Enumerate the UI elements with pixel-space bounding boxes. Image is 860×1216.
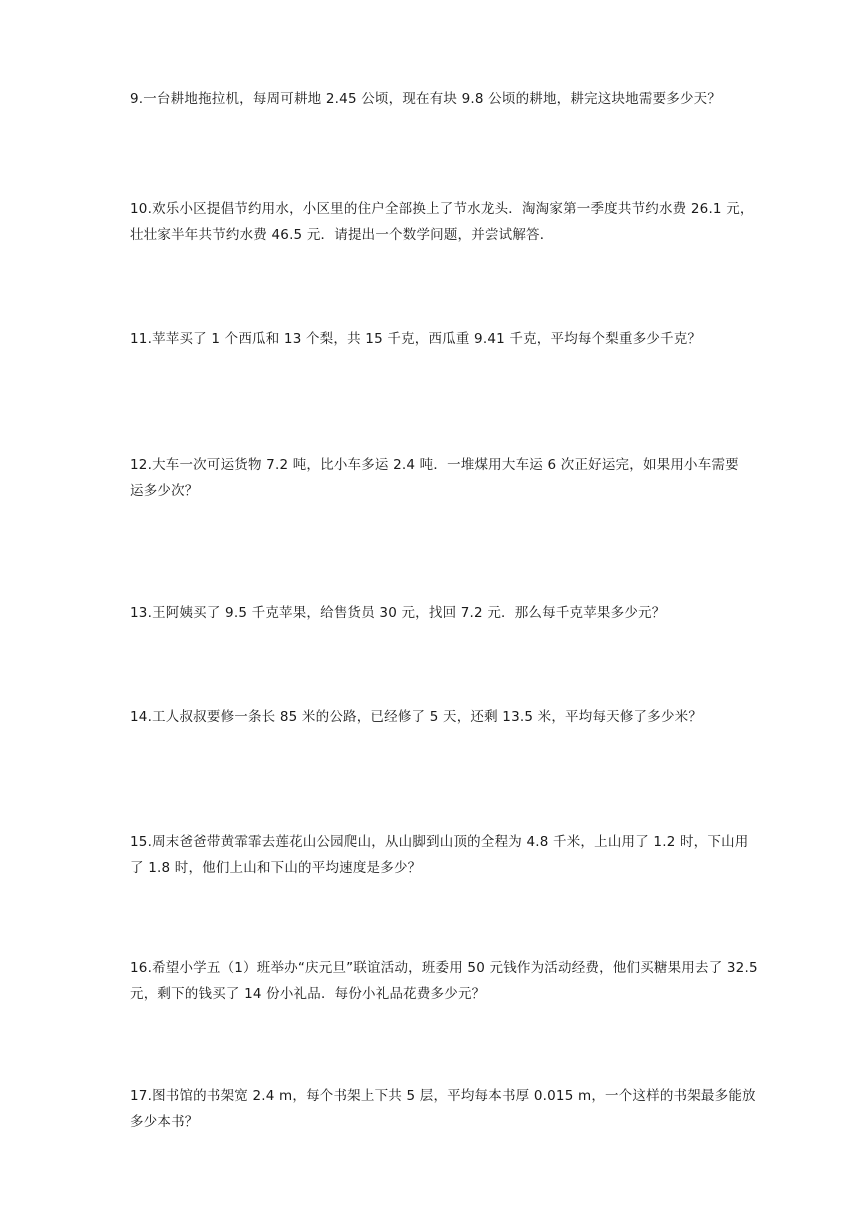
question-line: 12.大车一次可运货物 7.2 吨，比小车多运 2.4 吨．一堆煤用大车运 6 次正好运完，如果用小车需要	[130, 457, 739, 473]
question-line: 元，剩下的钱买了 14 份小礼品．每份小礼品花费多少元？	[130, 986, 486, 1002]
question-line: 11.苹苹买了 1 个西瓜和 13 个梨，共 15 千克，西瓜重 9.41 千克，平均每个梨重多少千克？	[130, 331, 702, 347]
question-line: 10.欢乐小区提倡节约用水，小区里的住户全部换上了节水龙头．淘淘家第一季度共节约水费 26.1 元，	[130, 201, 754, 217]
question-line: 多少本书？	[130, 1114, 199, 1130]
question-11	[130, 326, 806, 352]
question-10	[130, 196, 806, 248]
question-15	[130, 829, 806, 881]
question-14	[130, 704, 806, 730]
question-line: 15.周末爸爸带黄霏霏去莲花山公园爬山，从山脚到山顶的全程为 4.8 千米，上山用了 1.2 时，下山用	[130, 834, 749, 850]
question-16	[130, 955, 806, 1007]
question-line: 16.希望小学五（1）班举办“庆元旦”联谊活动，班委用 50 元钱作为活动经费，他们买糖果用去了 32.5	[130, 960, 758, 976]
question-line: 14.工人叔叔要修一条长 85 米的公路，已经修了 5 天，还剩 13.5 米，平均每天修了多少米？	[130, 709, 703, 725]
question-line: 运多少次？	[130, 483, 199, 499]
question-line: 17.图书馆的书架宽 2.4 m，每个书架上下共 5 层，平均每本书厚 0.015 m，一个这样的书架最多能放	[130, 1088, 756, 1104]
question-13	[130, 600, 806, 626]
question-9	[130, 86, 806, 112]
question-line: 壮壮家半年共节约水费 46.5 元．请提出一个数学问题，并尝试解答．	[130, 227, 554, 243]
question-line: 了 1.8 时，他们上山和下山的平均速度是多少？	[130, 860, 422, 876]
question-line: 9.一台耕地拖拉机，每周可耕地 2.45 公顷，现在有块 9.8 公顷的耕地，耕完这块地需要多少天？	[130, 91, 722, 107]
question-17	[130, 1083, 806, 1135]
question-12	[130, 452, 806, 504]
question-line: 13.王阿姨买了 9.5 千克苹果，给售货员 30 元，找回 7.2 元．那么每千克苹果多少元？	[130, 605, 666, 621]
